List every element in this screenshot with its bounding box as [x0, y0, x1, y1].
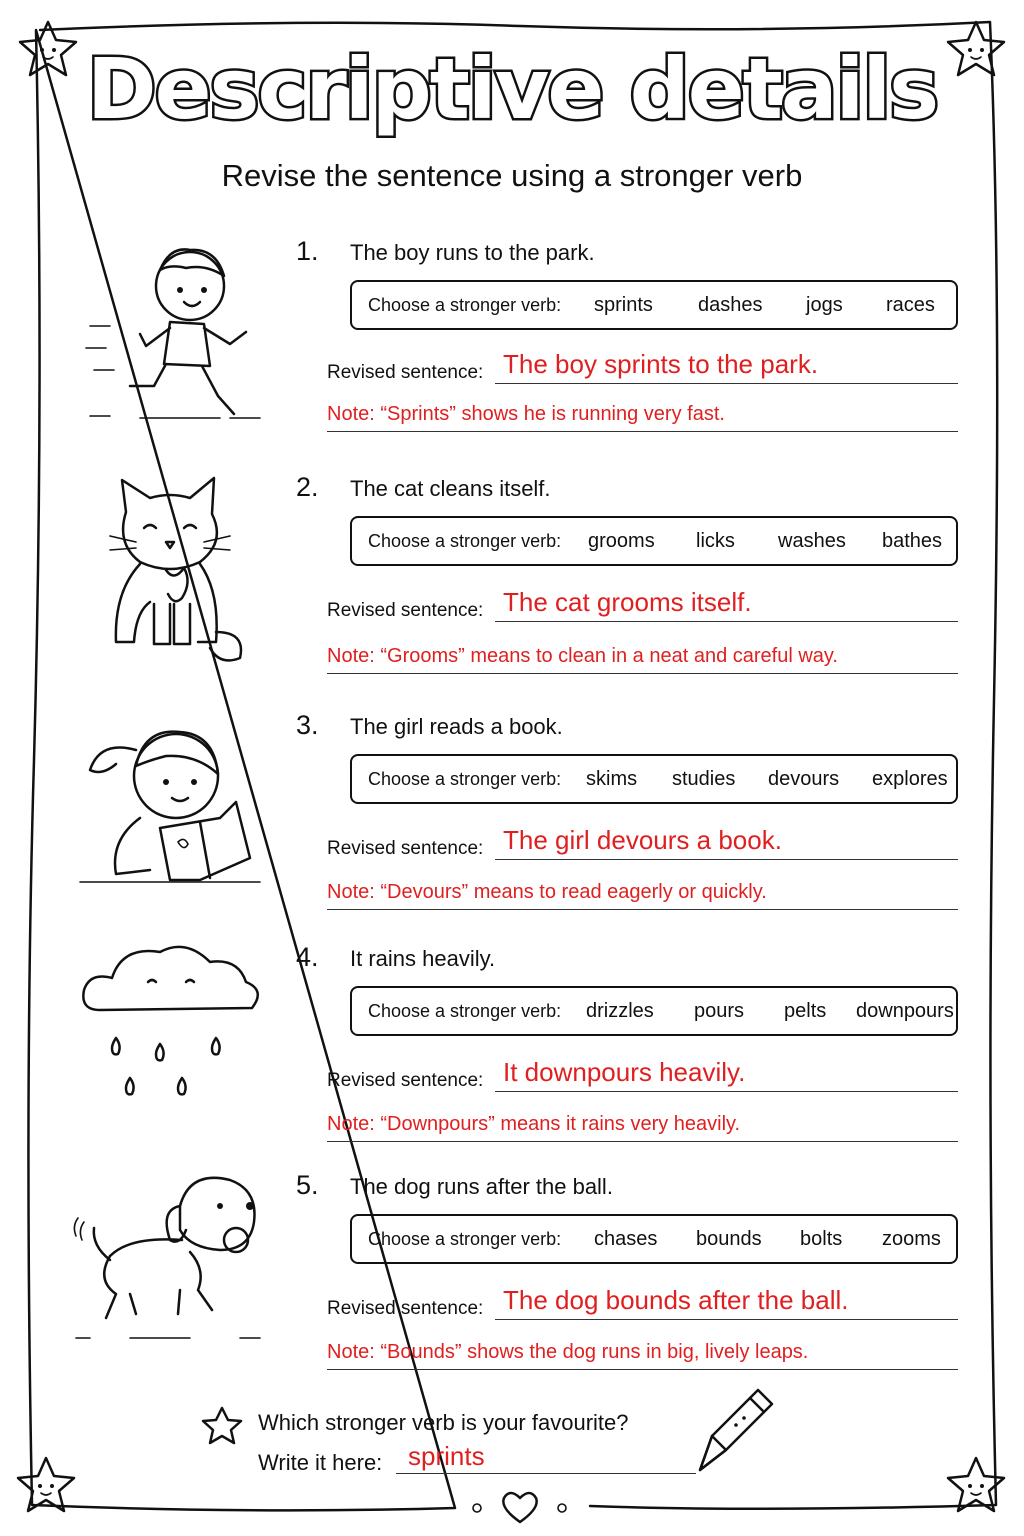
revised-sentence-label: Revised sentence: — [327, 362, 484, 383]
item-number: 3. — [296, 710, 319, 740]
verb-option[interactable]: jogs — [806, 294, 843, 316]
explanation-note: Note: “Downpours” means it rains very heavily. — [327, 1106, 958, 1142]
choice-prompt: Choose a stronger verb: — [368, 1001, 562, 1021]
verb-option[interactable]: chases — [594, 1228, 658, 1250]
page-title: Descriptive details — [86, 40, 938, 138]
verb-choice-box — [350, 280, 958, 330]
star-icon-favourite — [203, 1408, 241, 1443]
verb-choice-box — [350, 1214, 958, 1264]
verb-option[interactable]: bathes — [882, 530, 943, 552]
revised-sentence-label: Revised sentence: — [327, 1298, 484, 1319]
running-boy-picture — [70, 236, 270, 446]
item-number: 4. — [296, 942, 319, 972]
verb-choice-box — [350, 986, 958, 1036]
verb-choice-box — [350, 516, 958, 566]
verb-option[interactable]: bounds — [696, 1228, 762, 1250]
verb-option[interactable]: skims — [586, 768, 638, 790]
rain-cloud-picture — [70, 942, 270, 1152]
pencil-icon — [700, 1390, 772, 1470]
original-sentence: The dog runs after the ball. — [350, 1174, 613, 1199]
heart-icon — [473, 1493, 566, 1522]
verb-option[interactable]: downpours — [856, 1000, 954, 1022]
original-sentence: The cat cleans itself. — [350, 476, 551, 501]
verb-option[interactable]: washes — [778, 530, 846, 552]
cat-picture — [70, 472, 270, 682]
verb-option[interactable]: licks — [696, 530, 735, 552]
revised-sentence-answer[interactable]: The girl devours a book. — [495, 824, 958, 860]
revised-sentence-label: Revised sentence: — [327, 838, 484, 859]
verb-choice-box — [350, 754, 958, 804]
exercise-item-5 — [0, 1170, 1024, 1400]
exercise-item-4 — [0, 942, 1024, 1172]
revised-sentence-label: Revised sentence: — [327, 600, 484, 621]
verb-option[interactable]: pelts — [784, 1000, 827, 1022]
revised-sentence-answer[interactable]: The dog bounds after the ball. — [495, 1284, 958, 1320]
explanation-note: Note: “Grooms” means to clean in a neat and careful way. — [327, 638, 958, 674]
item-number: 1. — [296, 236, 319, 266]
revised-sentence-answer[interactable]: The boy sprints to the park. — [495, 348, 958, 384]
explanation-note: Note: “Bounds” shows the dog runs in big, lively leaps. — [327, 1334, 958, 1370]
girl-reading-picture — [70, 710, 270, 920]
favourite-answer-field[interactable]: sprints — [396, 1440, 696, 1474]
page-subtitle: Revise the sentence using a stronger verb — [221, 158, 803, 193]
choice-prompt: Choose a stronger verb: — [368, 295, 562, 315]
star-icon-bottom-left — [18, 1458, 74, 1511]
favourite-question: Which stronger verb is your favourite? — [258, 1410, 629, 1435]
favourite-label: Write it here: — [258, 1450, 383, 1475]
verb-option[interactable]: studies — [672, 768, 736, 790]
choice-prompt: Choose a stronger verb: — [368, 769, 562, 789]
revised-sentence-answer[interactable]: The cat grooms itself. — [495, 586, 958, 622]
explanation-note: Note: “Devours” means to read eagerly or quickly. — [327, 874, 958, 910]
exercise-item-3 — [0, 710, 1024, 940]
exercise-item-1 — [0, 236, 1024, 466]
exercise-item-2 — [0, 472, 1024, 702]
revised-sentence-label: Revised sentence: — [327, 1070, 484, 1091]
verb-option[interactable]: races — [886, 294, 935, 316]
choice-prompt: Choose a stronger verb: — [368, 1229, 562, 1249]
choice-prompt: Choose a stronger verb: — [368, 531, 562, 551]
verb-option[interactable]: grooms — [588, 530, 655, 552]
dog-with-ball-picture — [70, 1170, 270, 1380]
explanation-note: Note: “Sprints” shows he is running very fast. — [327, 396, 958, 432]
verb-option[interactable]: sprints — [594, 294, 653, 316]
verb-option[interactable]: pours — [694, 1000, 745, 1022]
verb-option[interactable]: bolts — [800, 1228, 843, 1250]
verb-option[interactable]: zooms — [882, 1228, 941, 1250]
item-number: 2. — [296, 472, 319, 502]
verb-option[interactable]: explores — [872, 768, 948, 790]
verb-option[interactable]: devours — [768, 768, 840, 790]
verb-option[interactable]: drizzles — [586, 1000, 654, 1022]
verb-option[interactable]: dashes — [698, 294, 763, 316]
revised-sentence-answer[interactable]: It downpours heavily. — [495, 1056, 958, 1092]
original-sentence: The boy runs to the park. — [350, 240, 595, 265]
original-sentence: It rains heavily. — [350, 946, 496, 971]
original-sentence: The girl reads a book. — [350, 714, 563, 739]
item-number: 5. — [296, 1170, 319, 1200]
